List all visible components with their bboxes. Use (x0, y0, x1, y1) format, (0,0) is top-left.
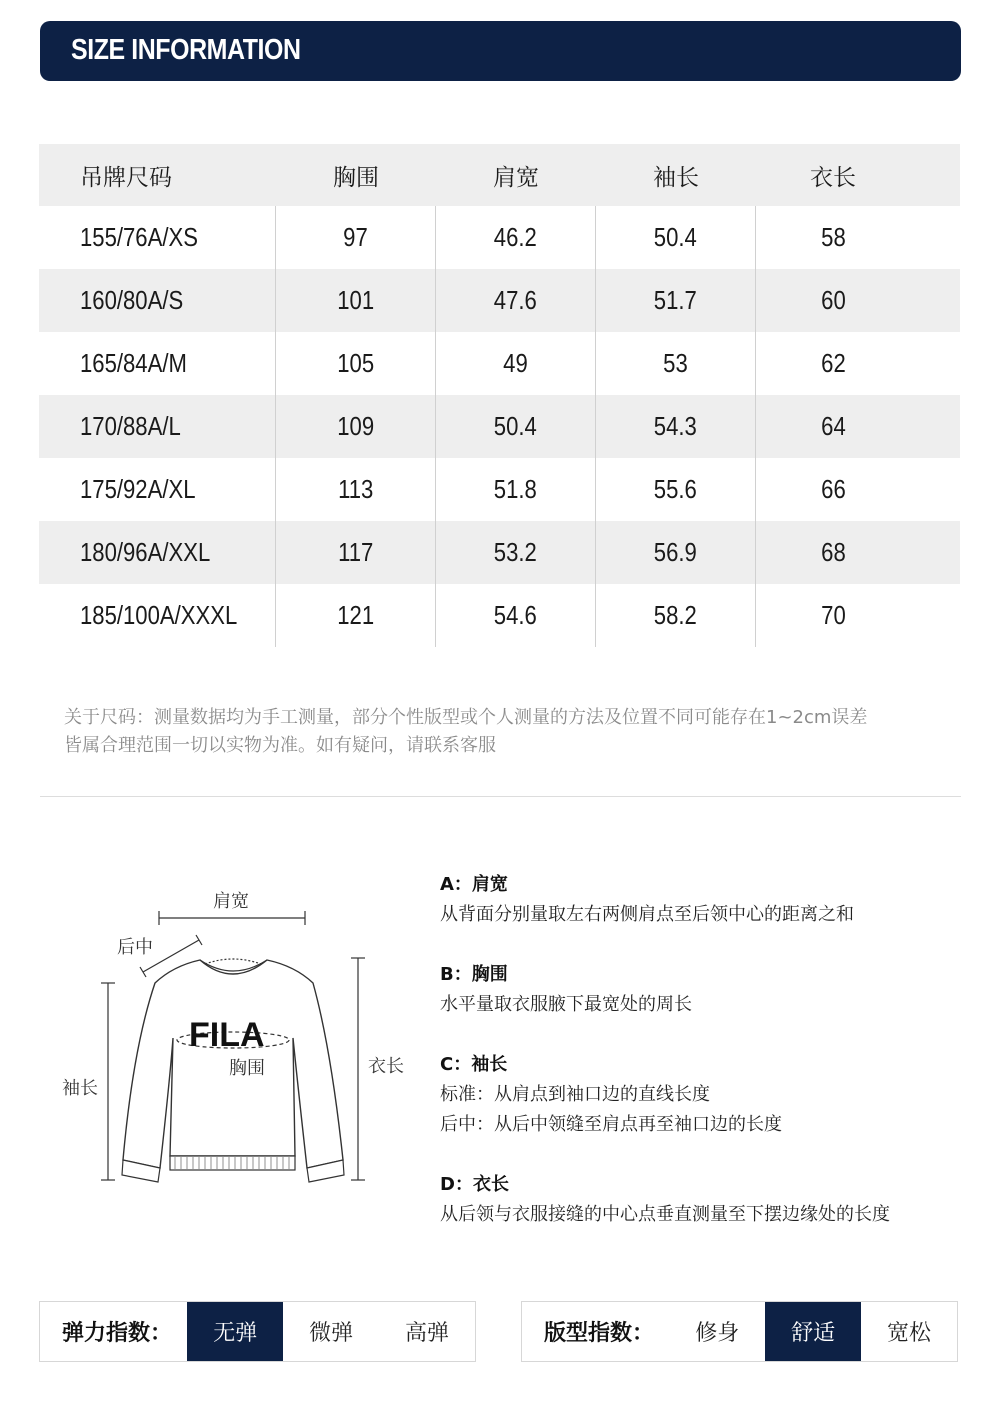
sleeve-label: 袖长 (62, 1078, 98, 1099)
description-title: C：袖长 (440, 1054, 508, 1075)
cell-length: 70 (820, 600, 846, 630)
cell-length: 68 (820, 537, 846, 567)
back-center-label: 后中 (117, 937, 153, 958)
cell-shoulder: 51.8 (436, 458, 596, 521)
cell-sleeve: 50.4 (596, 206, 756, 269)
description-text: 标准：从肩点到袖口边的直线长度 (440, 1084, 710, 1105)
table-row (39, 269, 960, 332)
cell-shoulder: 54.6 (436, 584, 596, 647)
description-text: 水平量取衣服腋下最宽处的周长 (440, 994, 692, 1015)
fit-option-loose[interactable]: 宽松 (887, 1321, 932, 1346)
elasticity-option-slight[interactable]: 微弹 (309, 1321, 354, 1346)
elasticity-index (39, 1301, 476, 1362)
note-line-2: 皆属合理范围一切以实物为准。如有疑问，请联系客服 (64, 735, 496, 756)
cell-shoulder: 47.6 (436, 269, 596, 332)
cell-chest: 105 (276, 332, 436, 395)
column-header-shoulder: 肩宽 (493, 163, 539, 190)
column-header-size: 吊牌尺码 (80, 163, 172, 190)
column-header-length: 衣长 (810, 163, 856, 190)
elasticity-option-none[interactable]: 无弹 (187, 1302, 283, 1361)
section-header (40, 21, 961, 81)
fit-index (521, 1301, 958, 1362)
description-title: B：胸围 (440, 964, 508, 985)
description-text: 从后领与衣服接缝的中心点垂直测量至下摆边缘处的长度 (440, 1204, 890, 1225)
cell-size: 155/76A/XS (39, 206, 276, 269)
cell-length: 58 (820, 222, 846, 252)
table-row (39, 584, 960, 647)
cell-chest: 117 (276, 521, 436, 584)
cell-shoulder: 46.2 (436, 206, 596, 269)
table-header-row (39, 144, 960, 206)
cell-chest: 121 (276, 584, 436, 647)
cell-chest: 97 (276, 206, 436, 269)
cell-chest: 101 (276, 269, 436, 332)
description-shoulder (440, 870, 980, 960)
fit-option-regular[interactable]: 舒适 (765, 1302, 861, 1361)
table-row (39, 332, 960, 395)
sweatshirt-illustration (55, 878, 425, 1198)
table-row (39, 458, 960, 521)
shoulder-label: 肩宽 (213, 891, 249, 912)
garment-diagram (55, 878, 425, 1198)
cell-length: 62 (820, 348, 846, 378)
description-title: D：衣长 (440, 1174, 509, 1195)
table-row (39, 206, 960, 269)
chest-label: 胸围 (229, 1058, 265, 1079)
cell-chest: 109 (276, 395, 436, 458)
cell-length: 66 (820, 474, 846, 504)
size-table (39, 144, 960, 647)
cell-sleeve: 53 (596, 332, 756, 395)
length-label: 衣长 (368, 1056, 404, 1077)
cell-size: 185/100A/XXXL (39, 584, 276, 647)
measurement-descriptions (440, 870, 980, 1230)
section-divider (40, 796, 961, 797)
description-text: 从背面分别量取左右两侧肩点至后领中心的距离之和 (440, 904, 854, 925)
fit-option-slim[interactable]: 修身 (695, 1321, 740, 1346)
cell-sleeve: 51.7 (596, 269, 756, 332)
note-line-1: 关于尺码：测量数据均为手工测量，部分个性版型或个人测量的方法及位置不同可能存在1~2cm误差 (64, 707, 868, 728)
fit-label: 版型指数： (544, 1321, 655, 1346)
cell-length: 64 (820, 411, 846, 441)
cell-sleeve: 54.3 (596, 395, 756, 458)
cell-chest: 113 (276, 458, 436, 521)
description-sleeve (440, 1050, 980, 1170)
cell-size: 180/96A/XXL (39, 521, 276, 584)
cell-size: 165/84A/M (39, 332, 276, 395)
description-title: A：肩宽 (440, 874, 508, 895)
cell-sleeve: 56.9 (596, 521, 756, 584)
measurement-note (64, 704, 964, 760)
table-row (39, 521, 960, 584)
section-title: SIZE INFORMATION (71, 34, 301, 66)
cell-length: 60 (820, 285, 846, 315)
elasticity-option-high[interactable]: 高弹 (405, 1321, 450, 1346)
cell-shoulder: 49 (436, 332, 596, 395)
column-header-chest: 胸围 (333, 163, 379, 190)
cell-sleeve: 55.6 (596, 458, 756, 521)
cell-size: 160/80A/S (39, 269, 276, 332)
cell-sleeve: 58.2 (596, 584, 756, 647)
description-length (440, 1170, 980, 1230)
column-header-sleeve: 袖长 (653, 163, 699, 190)
cell-size: 170/88A/L (39, 395, 276, 458)
description-chest (440, 960, 980, 1050)
cell-size: 175/92A/XL (39, 458, 276, 521)
table-row (39, 395, 960, 458)
cell-shoulder: 50.4 (436, 395, 596, 458)
fila-logo: FILA (189, 1016, 265, 1054)
description-text: 后中：从后中领缝至肩点再至袖口边的长度 (440, 1114, 782, 1135)
cell-shoulder: 53.2 (436, 521, 596, 584)
elasticity-label: 弹力指数： (62, 1321, 173, 1346)
